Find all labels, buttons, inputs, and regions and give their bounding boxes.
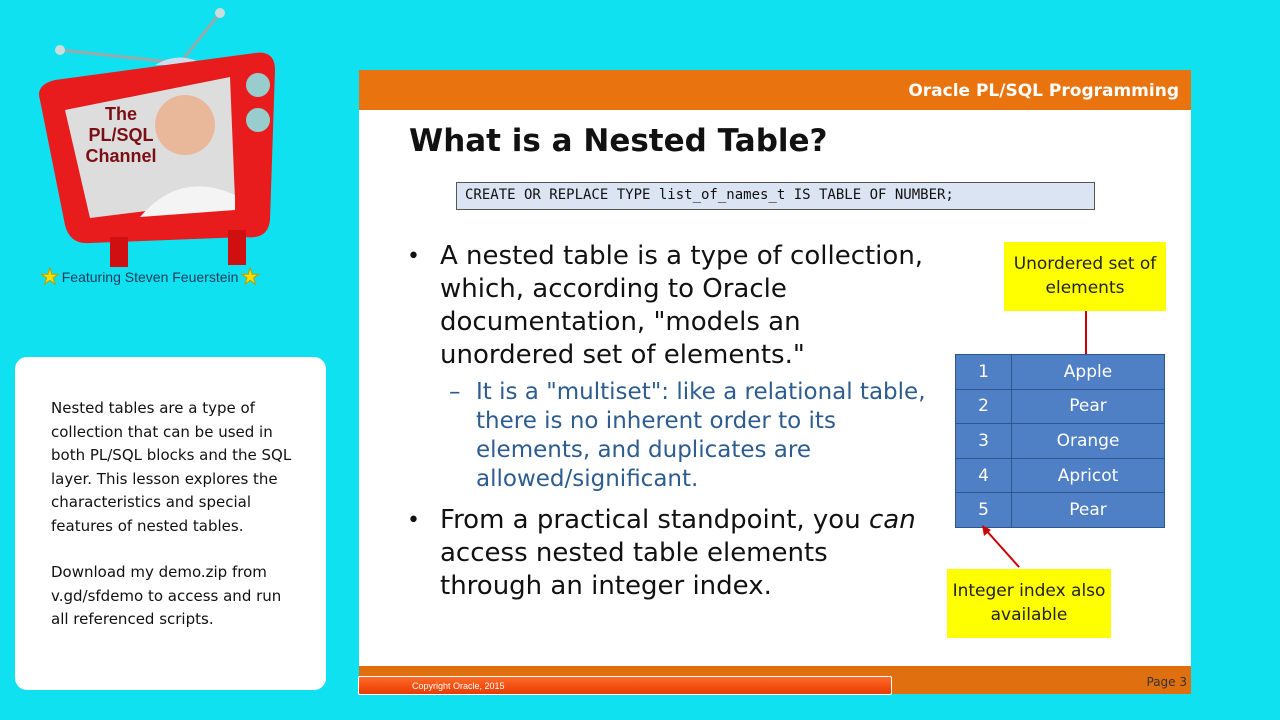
table-row (956, 389, 1165, 424)
arrow (1085, 311, 1087, 354)
bullet-text: access nested table elements through an integer index. (440, 538, 828, 601)
slide-title: What is a Nested Table? (409, 123, 828, 159)
page-number: Page 3 (359, 666, 1191, 694)
featuring-text: Featuring Steven Feuerstein (61, 269, 239, 285)
row-value: Orange (1012, 424, 1165, 459)
bullet-text: From a practical standpoint, you (440, 505, 869, 535)
star-icon: ★ (40, 264, 60, 289)
elements-table (955, 354, 1165, 528)
copyright-bar: Copyright Oracle, 2015 (358, 676, 892, 695)
row-value: Apple (1012, 355, 1165, 390)
bullet-emphasis: can (868, 505, 916, 535)
row-index: 2 (956, 389, 1012, 424)
callout-index: Integer index also available (947, 569, 1111, 638)
slide-header: Oracle PL/SQL Programming (359, 70, 1191, 110)
description-text: Nested tables are a type of collection that can be used in both PL/SQL blocks and the SQL layer. This lesson explores the characteristics and special features of nested tables. (51, 399, 292, 535)
row-value: Pear (1012, 493, 1165, 528)
bullet-list (407, 240, 927, 603)
row-index: 4 (956, 458, 1012, 493)
arrow (979, 525, 1024, 570)
description-card (15, 357, 326, 690)
callout-unordered: Unordered set of elements (1004, 242, 1166, 311)
table-row (956, 493, 1165, 528)
download-text: Download my demo.zip from v.gd/sfdemo to access and run all referenced scripts. (51, 563, 282, 628)
row-index: 3 (956, 424, 1012, 459)
bullet (407, 504, 927, 603)
row-index: 5 (956, 493, 1012, 528)
table-row (956, 458, 1165, 493)
star-icon: ★ (240, 264, 261, 289)
row-value: Apricot (1012, 458, 1165, 493)
code-box: CREATE OR REPLACE TYPE list_of_names_t IS TABLE OF NUMBER; (456, 182, 1095, 210)
table-row (956, 355, 1165, 390)
featuring-line (40, 264, 260, 290)
sub-bullet: – It is a "multiset": like a relational table, there is no inherent order to its elements, and duplicates are allowed/significant. (407, 378, 927, 494)
bullet: • A nested table is a type of collection, which, according to Oracle documentation, "models an unordered set of elements." (407, 240, 927, 372)
row-value: Pear (1012, 389, 1165, 424)
table-row (956, 424, 1165, 459)
row-index: 1 (956, 355, 1012, 390)
slide (359, 70, 1191, 694)
channel-title: The PL/SQL Channel (85, 104, 157, 166)
